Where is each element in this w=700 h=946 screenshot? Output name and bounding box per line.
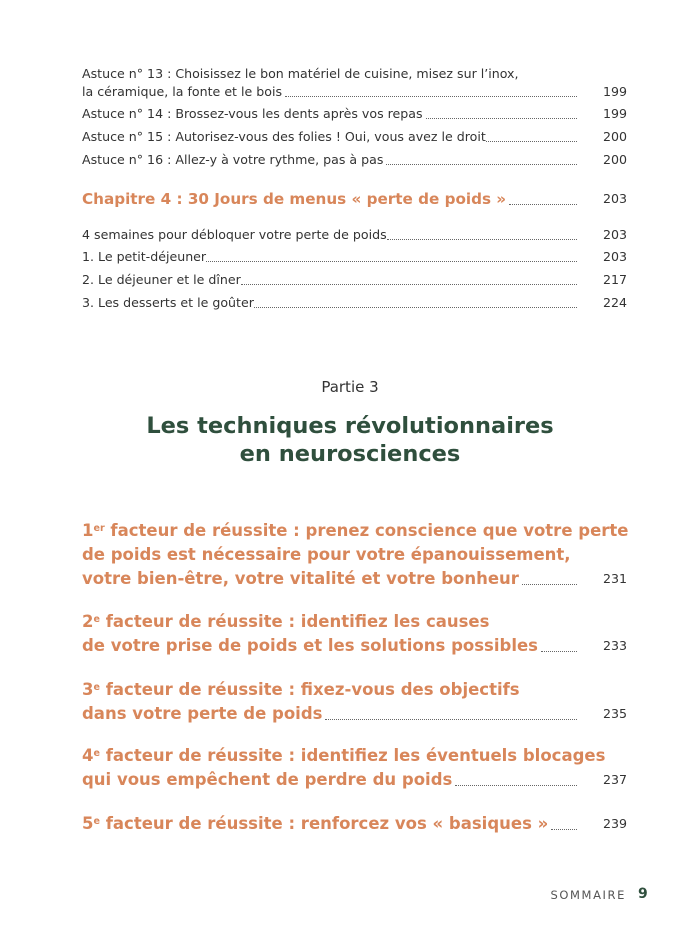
toc-entry-text: 1. Le petit-déjeuner <box>82 249 207 264</box>
factor-last-line <box>82 634 627 658</box>
dot-leader <box>285 96 577 97</box>
factor-text <box>82 812 548 836</box>
factor-text: facteur de réussite : identifiez les causes <box>99 612 490 631</box>
factor-text: facteur de réussite : prenez conscience que votre perte <box>104 521 629 540</box>
dot-leader <box>541 651 577 652</box>
factor-number: 5 <box>82 814 94 833</box>
toc-entry-facteur-3[interactable] <box>82 678 627 726</box>
toc-entry-text: Astuce n° 14 : Brossez-vous les dents après vos repas <box>82 106 423 121</box>
factor-last-line <box>82 768 627 792</box>
toc-entry-facteur-5[interactable] <box>82 812 627 836</box>
dot-leader <box>426 118 577 119</box>
page-number: 199 <box>602 84 627 99</box>
page-number: 231 <box>602 571 627 586</box>
factor-text: facteur de réussite : identifiez les éventuels blocages <box>99 746 606 765</box>
page-number: 217 <box>602 272 627 287</box>
dot-leader <box>522 584 577 585</box>
factor-ordinal: e <box>93 747 100 759</box>
dot-leader <box>206 261 577 262</box>
page-number: 235 <box>602 706 627 721</box>
dot-leader <box>325 719 577 720</box>
toc-entry-petit-dejeuner[interactable] <box>82 247 627 267</box>
factor-number: 3 <box>82 680 94 699</box>
factor-line <box>82 744 627 768</box>
chapter-title: Chapitre 4 : 30 Jours de menus « perte de poids » <box>82 190 507 208</box>
page-number: 233 <box>602 638 627 653</box>
factor-text: qui vous empêchent de perdre du poids <box>82 770 453 789</box>
toc-entry-astuce-13-line1 <box>82 64 627 84</box>
page-number: 203 <box>602 249 627 264</box>
toc-entry-chapitre-4[interactable] <box>82 188 627 210</box>
factor-last-line <box>82 702 627 726</box>
factor-line <box>82 678 627 702</box>
factor-text: de votre prise de poids et les solutions possibles <box>82 636 538 655</box>
factor-ordinal: er <box>93 522 105 534</box>
factor-line <box>82 610 627 634</box>
page-number: 203 <box>602 227 627 242</box>
dot-leader <box>509 204 577 205</box>
toc-entry-astuce-16[interactable] <box>82 150 627 170</box>
dot-leader <box>455 785 577 786</box>
factor-text: facteur de réussite : fixez-vous des objectifs <box>99 680 520 699</box>
part-title <box>0 412 700 468</box>
page-number: 237 <box>602 772 627 787</box>
toc-entry-text: 3. Les desserts et le goûter <box>82 295 254 310</box>
dot-leader <box>387 239 577 240</box>
page-number: 239 <box>602 816 627 831</box>
factor-text: votre bien-être, votre vitalité et votre bonheur <box>82 569 519 588</box>
factor-last-line <box>82 567 627 591</box>
dot-leader <box>254 307 577 308</box>
page-number: 200 <box>602 152 627 167</box>
toc-entry-desserts-gouter[interactable] <box>82 293 627 313</box>
factor-number: 1 <box>82 521 94 540</box>
toc-entry-text: Astuce n° 15 : Autorisez-vous des folies ! Oui, vous avez le droit <box>82 129 486 144</box>
part-title-line: Les techniques révolutionnaires <box>146 413 554 439</box>
factor-text: dans votre perte de poids <box>82 704 323 723</box>
page-number: 200 <box>602 129 627 144</box>
toc-entry-facteur-2[interactable] <box>82 610 627 658</box>
factor-ordinal: e <box>93 613 100 625</box>
factor-ordinal: e <box>93 681 100 693</box>
toc-entry-facteur-1[interactable] <box>82 519 627 591</box>
part-label: Partie 3 <box>321 378 379 396</box>
toc-entry-astuce-15[interactable] <box>82 127 627 147</box>
dot-leader <box>386 164 577 165</box>
footer-label: SOMMAIRE <box>550 888 626 902</box>
page-footer <box>550 886 648 902</box>
dot-leader <box>241 284 577 285</box>
factor-ordinal: e <box>93 815 100 827</box>
toc-entry-4-semaines[interactable] <box>82 225 627 245</box>
toc-entry-text: 2. Le déjeuner et le dîner <box>82 272 241 287</box>
dot-leader <box>486 141 577 142</box>
page-number: 203 <box>602 191 627 206</box>
factor-line <box>82 519 627 543</box>
toc-entry-astuce-14[interactable] <box>82 104 627 124</box>
page-number: 199 <box>602 106 627 121</box>
factor-number: 2 <box>82 612 94 631</box>
dot-leader <box>551 829 577 830</box>
toc-entry-dejeuner-diner[interactable] <box>82 270 627 290</box>
factor-text-rest: facteur de réussite : renforcez vos « basiques » <box>99 814 549 833</box>
toc-entry-text: 4 semaines pour débloquer votre perte de poids <box>82 227 387 242</box>
toc-entry-astuce-13[interactable] <box>82 82 627 102</box>
toc-entry-text: Astuce n° 13 : Choisissez le bon matériel de cuisine, misez sur l’inox, <box>82 66 519 81</box>
factor-number: 4 <box>82 746 94 765</box>
toc-entry-text: la céramique, la fonte et le bois <box>82 84 283 99</box>
factor-last-line <box>82 812 627 836</box>
factor-line: de poids est nécessaire pour votre épanouissement, <box>82 545 571 564</box>
part-title-line: en neurosciences <box>239 441 461 467</box>
toc-entry-text: Astuce n° 16 : Allez-y à votre rythme, pas à pas <box>82 152 384 167</box>
toc-entry-facteur-4[interactable] <box>82 744 627 792</box>
page-number: 224 <box>602 295 627 310</box>
footer-page-number: 9 <box>638 886 648 902</box>
